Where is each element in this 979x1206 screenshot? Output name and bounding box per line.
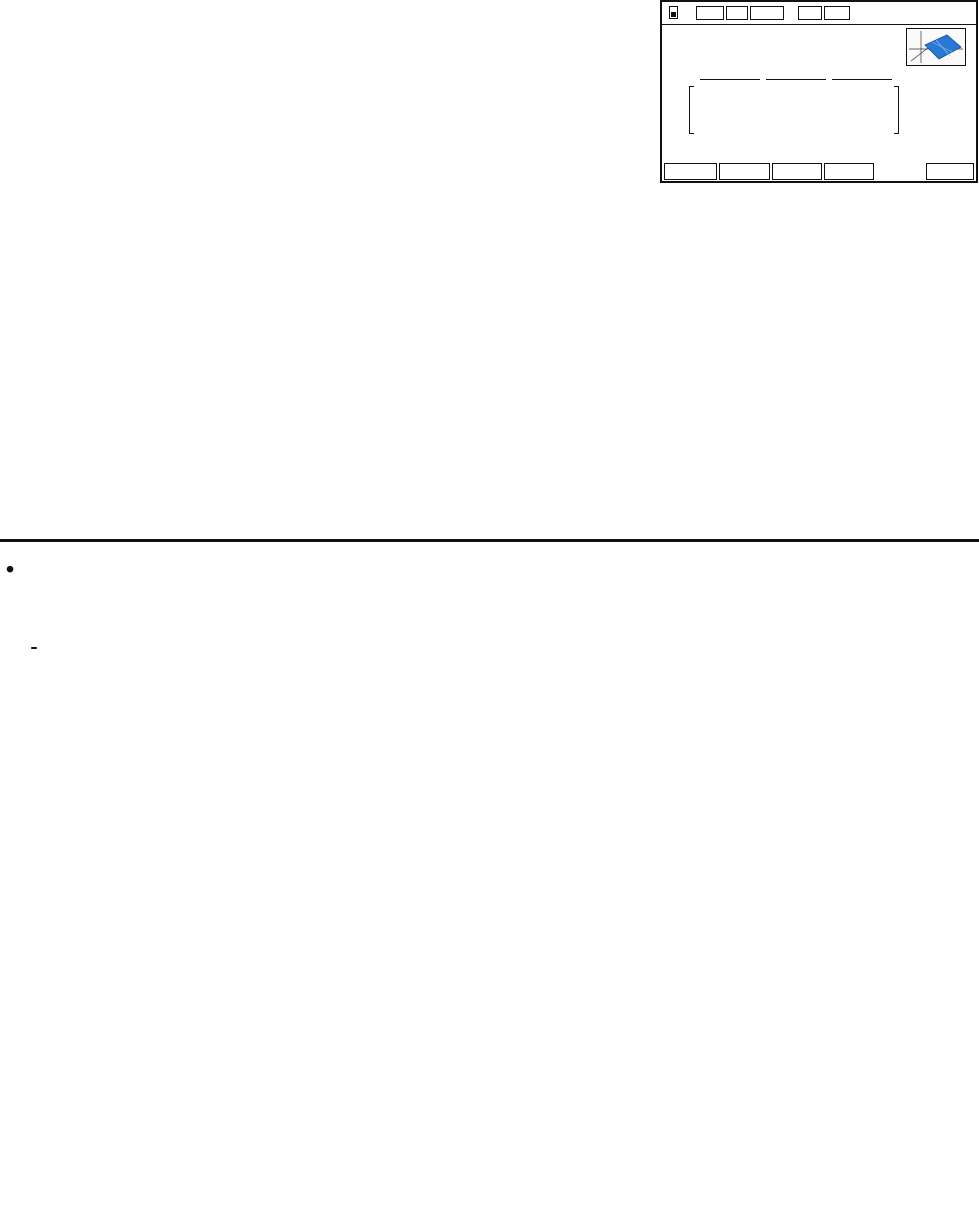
column-underline [700, 79, 760, 80]
indicator-norm1 [750, 6, 784, 20]
section-heading [6, 556, 14, 583]
f1-key-icon [31, 647, 37, 649]
function-key-bar [664, 163, 974, 180]
fkey-set[interactable] [926, 163, 974, 180]
column-underline [832, 79, 892, 80]
status-bar [662, 2, 976, 25]
fkey-express[interactable] [664, 163, 717, 180]
section-divider [0, 539, 979, 542]
indicator-dc [798, 6, 822, 20]
fkey-points[interactable] [772, 163, 822, 180]
indicator-math [696, 6, 724, 20]
heading-bullet-icon: • [6, 556, 15, 582]
fkey-vector[interactable] [719, 163, 770, 180]
fkey-edit[interactable] [824, 163, 874, 180]
plane-graph-icon [906, 28, 966, 66]
column-underline [766, 79, 826, 80]
plane-input-screen [660, 0, 978, 183]
f1-description [31, 633, 39, 655]
matrix-bracket-right [894, 86, 899, 134]
battery-icon [669, 6, 678, 19]
matrix-bracket-left [689, 86, 694, 134]
indicator-real [824, 6, 850, 20]
indicator-rad [726, 6, 748, 20]
